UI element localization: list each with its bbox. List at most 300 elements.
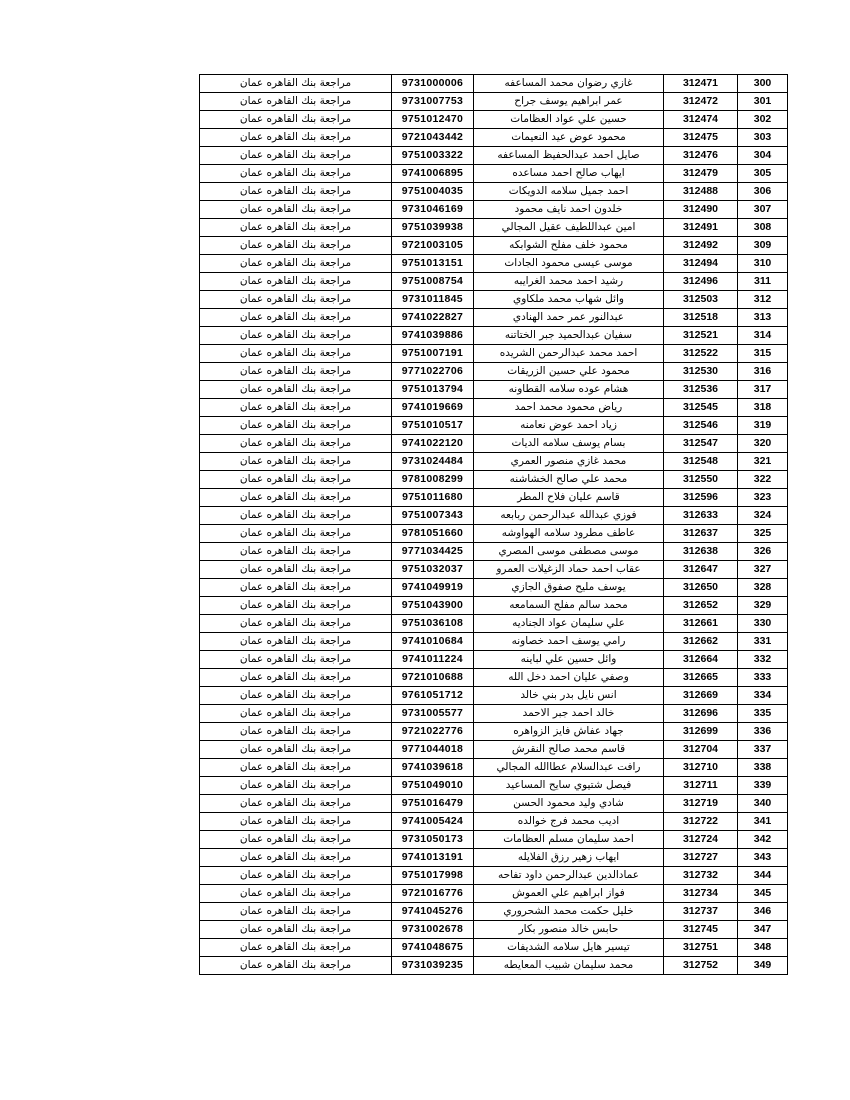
account-number-cell: 9751013151 (392, 255, 474, 273)
account-number-cell: 9741048675 (392, 939, 474, 957)
id-cell: 312491 (664, 219, 738, 237)
note-cell: مراجعة بنك القاهره عمان (200, 435, 392, 453)
name-cell: رافت عبدالسلام عطاالله المجالي (474, 759, 664, 777)
name-cell: محمد غازي منصور العمري (474, 453, 664, 471)
name-cell: محمد سالم مفلح السمامعه (474, 597, 664, 615)
id-cell: 312652 (664, 597, 738, 615)
id-cell: 312479 (664, 165, 738, 183)
note-cell: مراجعة بنك القاهره عمان (200, 183, 392, 201)
table-row (200, 903, 788, 921)
row-number-cell: 310 (738, 255, 788, 273)
row-number-cell: 319 (738, 417, 788, 435)
account-number-cell: 9771044018 (392, 741, 474, 759)
account-number-cell: 9771022706 (392, 363, 474, 381)
id-cell: 312496 (664, 273, 738, 291)
row-number-cell: 312 (738, 291, 788, 309)
id-cell: 312751 (664, 939, 738, 957)
account-number-cell: 9751012470 (392, 111, 474, 129)
id-cell: 312704 (664, 741, 738, 759)
name-cell: محمد علي صالح الخشاشنه (474, 471, 664, 489)
id-cell: 312550 (664, 471, 738, 489)
table-row (200, 867, 788, 885)
id-cell: 312669 (664, 687, 738, 705)
id-cell: 312490 (664, 201, 738, 219)
note-cell: مراجعة بنك القاهره عمان (200, 633, 392, 651)
id-cell: 312494 (664, 255, 738, 273)
account-number-cell: 9731005577 (392, 705, 474, 723)
row-number-cell: 307 (738, 201, 788, 219)
note-cell: مراجعة بنك القاهره عمان (200, 147, 392, 165)
row-number-cell: 316 (738, 363, 788, 381)
table-row (200, 741, 788, 759)
account-number-cell: 9751016479 (392, 795, 474, 813)
id-cell: 312472 (664, 93, 738, 111)
table-row (200, 219, 788, 237)
note-cell: مراجعة بنك القاهره عمان (200, 777, 392, 795)
id-cell: 312548 (664, 453, 738, 471)
table-row (200, 957, 788, 975)
account-number-cell: 9781008299 (392, 471, 474, 489)
name-cell: صايل احمد عبدالحفيظ المساعفه (474, 147, 664, 165)
id-cell: 312745 (664, 921, 738, 939)
row-number-cell: 341 (738, 813, 788, 831)
account-number-cell: 9751017998 (392, 867, 474, 885)
row-number-cell: 317 (738, 381, 788, 399)
name-cell: محمد سليمان شبيب المعايطه (474, 957, 664, 975)
note-cell: مراجعة بنك القاهره عمان (200, 453, 392, 471)
note-cell: مراجعة بنك القاهره عمان (200, 291, 392, 309)
row-number-cell: 349 (738, 957, 788, 975)
id-cell: 312732 (664, 867, 738, 885)
row-number-cell: 318 (738, 399, 788, 417)
table-row (200, 255, 788, 273)
table-row (200, 381, 788, 399)
account-number-cell: 9721043442 (392, 129, 474, 147)
table-row (200, 327, 788, 345)
table-row (200, 813, 788, 831)
account-number-cell: 9741039886 (392, 327, 474, 345)
table-row (200, 111, 788, 129)
name-cell: احمد سليمان مسلم العظامات (474, 831, 664, 849)
table-row (200, 435, 788, 453)
name-cell: محمود خلف مفلح الشوابكه (474, 237, 664, 255)
name-cell: امين عبداللطيف عقيل المجالي (474, 219, 664, 237)
table-row (200, 633, 788, 651)
row-number-cell: 336 (738, 723, 788, 741)
records-table-body (200, 75, 788, 975)
table-row (200, 309, 788, 327)
id-cell: 312699 (664, 723, 738, 741)
row-number-cell: 302 (738, 111, 788, 129)
account-number-cell: 9751010517 (392, 417, 474, 435)
name-cell: اديب محمد فرج خوالده (474, 813, 664, 831)
table-row (200, 273, 788, 291)
name-cell: شادي وليد محمود الحسن (474, 795, 664, 813)
table-row (200, 93, 788, 111)
id-cell: 312724 (664, 831, 738, 849)
note-cell: مراجعة بنك القاهره عمان (200, 795, 392, 813)
name-cell: رامي يوسف احمد خصاونه (474, 633, 664, 651)
table-row (200, 777, 788, 795)
id-cell: 312488 (664, 183, 738, 201)
id-cell: 312471 (664, 75, 738, 93)
note-cell: مراجعة بنك القاهره عمان (200, 741, 392, 759)
note-cell: مراجعة بنك القاهره عمان (200, 651, 392, 669)
note-cell: مراجعة بنك القاهره عمان (200, 219, 392, 237)
name-cell: محمود عوض عيد النعيمات (474, 129, 664, 147)
id-cell: 312661 (664, 615, 738, 633)
name-cell: ايهاب زهير رزق الفلايله (474, 849, 664, 867)
table-row (200, 759, 788, 777)
note-cell: مراجعة بنك القاهره عمان (200, 957, 392, 975)
row-number-cell: 309 (738, 237, 788, 255)
account-number-cell: 9781051660 (392, 525, 474, 543)
name-cell: رشيد احمد محمد الغرايبه (474, 273, 664, 291)
account-number-cell: 9741005424 (392, 813, 474, 831)
note-cell: مراجعة بنك القاهره عمان (200, 165, 392, 183)
row-number-cell: 346 (738, 903, 788, 921)
id-cell: 312647 (664, 561, 738, 579)
note-cell: مراجعة بنك القاهره عمان (200, 273, 392, 291)
name-cell: جهاد عفاش فايز الزواهره (474, 723, 664, 741)
name-cell: حابس خالد منصور بكار (474, 921, 664, 939)
id-cell: 312518 (664, 309, 738, 327)
note-cell: مراجعة بنك القاهره عمان (200, 507, 392, 525)
table-row (200, 471, 788, 489)
note-cell: مراجعة بنك القاهره عمان (200, 759, 392, 777)
id-cell: 312521 (664, 327, 738, 345)
note-cell: مراجعة بنك القاهره عمان (200, 93, 392, 111)
table-row (200, 705, 788, 723)
note-cell: مراجعة بنك القاهره عمان (200, 615, 392, 633)
table-row (200, 921, 788, 939)
note-cell: مراجعة بنك القاهره عمان (200, 255, 392, 273)
id-cell: 312722 (664, 813, 738, 831)
table-row (200, 525, 788, 543)
row-number-cell: 335 (738, 705, 788, 723)
account-number-cell: 9731046169 (392, 201, 474, 219)
row-number-cell: 339 (738, 777, 788, 795)
table-row (200, 885, 788, 903)
name-cell: عبدالنور عمر حمد الهنادي (474, 309, 664, 327)
table-row (200, 237, 788, 255)
name-cell: محمود علي حسين الزريقات (474, 363, 664, 381)
note-cell: مراجعة بنك القاهره عمان (200, 939, 392, 957)
table-row (200, 399, 788, 417)
name-cell: عقاب احمد حماد الزغيلات العمرو (474, 561, 664, 579)
table-row (200, 453, 788, 471)
name-cell: وائل شهاب محمد ملكاوي (474, 291, 664, 309)
name-cell: يوسف مليح صفوق الجازي (474, 579, 664, 597)
account-number-cell: 9771034425 (392, 543, 474, 561)
name-cell: وصفي عليان احمد دخل الله (474, 669, 664, 687)
name-cell: ايهاب صالح احمد مساعده (474, 165, 664, 183)
row-number-cell: 329 (738, 597, 788, 615)
table-row (200, 291, 788, 309)
row-number-cell: 324 (738, 507, 788, 525)
note-cell: مراجعة بنك القاهره عمان (200, 867, 392, 885)
name-cell: انس نايل بدر بني خالد (474, 687, 664, 705)
account-number-cell: 9741013191 (392, 849, 474, 867)
row-number-cell: 331 (738, 633, 788, 651)
id-cell: 312650 (664, 579, 738, 597)
name-cell: احمد جميل سلامه الدويكات (474, 183, 664, 201)
row-number-cell: 348 (738, 939, 788, 957)
account-number-cell: 9731002678 (392, 921, 474, 939)
note-cell: مراجعة بنك القاهره عمان (200, 723, 392, 741)
row-number-cell: 333 (738, 669, 788, 687)
id-cell: 312710 (664, 759, 738, 777)
table-row (200, 939, 788, 957)
row-number-cell: 314 (738, 327, 788, 345)
id-cell: 312475 (664, 129, 738, 147)
account-number-cell: 9751039938 (392, 219, 474, 237)
row-number-cell: 320 (738, 435, 788, 453)
id-cell: 312476 (664, 147, 738, 165)
account-number-cell: 9751007343 (392, 507, 474, 525)
row-number-cell: 337 (738, 741, 788, 759)
account-number-cell: 9761051712 (392, 687, 474, 705)
note-cell: مراجعة بنك القاهره عمان (200, 309, 392, 327)
row-number-cell: 345 (738, 885, 788, 903)
row-number-cell: 301 (738, 93, 788, 111)
name-cell: عمادالدين عبدالرحمن داود تفاحه (474, 867, 664, 885)
name-cell: وائل حسين علي لباينه (474, 651, 664, 669)
id-cell: 312638 (664, 543, 738, 561)
table-row (200, 129, 788, 147)
table-row (200, 183, 788, 201)
account-number-cell: 9721016776 (392, 885, 474, 903)
note-cell: مراجعة بنك القاهره عمان (200, 921, 392, 939)
id-cell: 312522 (664, 345, 738, 363)
name-cell: بسام يوسف سلامه الديات (474, 435, 664, 453)
row-number-cell: 303 (738, 129, 788, 147)
account-number-cell: 9731000006 (392, 75, 474, 93)
name-cell: قاسم عليان فلاح المطر (474, 489, 664, 507)
row-number-cell: 311 (738, 273, 788, 291)
account-number-cell: 9741049919 (392, 579, 474, 597)
table-row (200, 363, 788, 381)
id-cell: 312711 (664, 777, 738, 795)
id-cell: 312637 (664, 525, 738, 543)
account-number-cell: 9721003105 (392, 237, 474, 255)
table-row (200, 795, 788, 813)
note-cell: مراجعة بنك القاهره عمان (200, 597, 392, 615)
row-number-cell: 325 (738, 525, 788, 543)
row-number-cell: 308 (738, 219, 788, 237)
account-number-cell: 9741045276 (392, 903, 474, 921)
id-cell: 312664 (664, 651, 738, 669)
table-row (200, 75, 788, 93)
row-number-cell: 344 (738, 867, 788, 885)
row-number-cell: 321 (738, 453, 788, 471)
name-cell: موسى مصطفى موسى المصري (474, 543, 664, 561)
account-number-cell: 9721010688 (392, 669, 474, 687)
records-table (199, 74, 788, 975)
id-cell: 312737 (664, 903, 738, 921)
name-cell: خالد احمد جبر الاحمد (474, 705, 664, 723)
account-number-cell: 9741010684 (392, 633, 474, 651)
row-number-cell: 338 (738, 759, 788, 777)
id-cell: 312727 (664, 849, 738, 867)
id-cell: 312530 (664, 363, 738, 381)
note-cell: مراجعة بنك القاهره عمان (200, 489, 392, 507)
account-number-cell: 9751008754 (392, 273, 474, 291)
table-row (200, 147, 788, 165)
name-cell: عمر ابراهيم يوسف جراح (474, 93, 664, 111)
note-cell: مراجعة بنك القاهره عمان (200, 561, 392, 579)
note-cell: مراجعة بنك القاهره عمان (200, 417, 392, 435)
row-number-cell: 315 (738, 345, 788, 363)
table-row (200, 543, 788, 561)
name-cell: عاطف مطرود سلامه الهواوشه (474, 525, 664, 543)
id-cell: 312734 (664, 885, 738, 903)
table-row (200, 201, 788, 219)
name-cell: زياد احمد عوض نعامنه (474, 417, 664, 435)
note-cell: مراجعة بنك القاهره عمان (200, 813, 392, 831)
id-cell: 312719 (664, 795, 738, 813)
id-cell: 312545 (664, 399, 738, 417)
id-cell: 312492 (664, 237, 738, 255)
note-cell: مراجعة بنك القاهره عمان (200, 381, 392, 399)
row-number-cell: 323 (738, 489, 788, 507)
note-cell: مراجعة بنك القاهره عمان (200, 129, 392, 147)
row-number-cell: 322 (738, 471, 788, 489)
table-row (200, 723, 788, 741)
name-cell: حسين علي عواد العظامات (474, 111, 664, 129)
note-cell: مراجعة بنك القاهره عمان (200, 471, 392, 489)
id-cell: 312665 (664, 669, 738, 687)
account-number-cell: 9741039618 (392, 759, 474, 777)
account-number-cell: 9751003322 (392, 147, 474, 165)
name-cell: تيسير هايل سلامه الشديفات (474, 939, 664, 957)
account-number-cell: 9731007753 (392, 93, 474, 111)
row-number-cell: 340 (738, 795, 788, 813)
note-cell: مراجعة بنك القاهره عمان (200, 669, 392, 687)
note-cell: مراجعة بنك القاهره عمان (200, 111, 392, 129)
note-cell: مراجعة بنك القاهره عمان (200, 75, 392, 93)
table-row (200, 849, 788, 867)
row-number-cell: 300 (738, 75, 788, 93)
note-cell: مراجعة بنك القاهره عمان (200, 201, 392, 219)
name-cell: علي سليمان عواد الجناديه (474, 615, 664, 633)
name-cell: احمد محمد عبدالرحمن الشريده (474, 345, 664, 363)
note-cell: مراجعة بنك القاهره عمان (200, 885, 392, 903)
note-cell: مراجعة بنك القاهره عمان (200, 831, 392, 849)
name-cell: خلدون احمد نايف محمود (474, 201, 664, 219)
row-number-cell: 327 (738, 561, 788, 579)
note-cell: مراجعة بنك القاهره عمان (200, 237, 392, 255)
note-cell: مراجعة بنك القاهره عمان (200, 543, 392, 561)
table-row (200, 669, 788, 687)
account-number-cell: 9731024484 (392, 453, 474, 471)
account-number-cell: 9741011224 (392, 651, 474, 669)
note-cell: مراجعة بنك القاهره عمان (200, 849, 392, 867)
table-row (200, 651, 788, 669)
row-number-cell: 332 (738, 651, 788, 669)
account-number-cell: 9751004035 (392, 183, 474, 201)
id-cell: 312474 (664, 111, 738, 129)
row-number-cell: 326 (738, 543, 788, 561)
account-number-cell: 9741022120 (392, 435, 474, 453)
note-cell: مراجعة بنك القاهره عمان (200, 525, 392, 543)
account-number-cell: 9751032037 (392, 561, 474, 579)
id-cell: 312547 (664, 435, 738, 453)
name-cell: موسى عيسى محمود الجادات (474, 255, 664, 273)
table-row (200, 615, 788, 633)
id-cell: 312596 (664, 489, 738, 507)
note-cell: مراجعة بنك القاهره عمان (200, 345, 392, 363)
row-number-cell: 328 (738, 579, 788, 597)
row-number-cell: 306 (738, 183, 788, 201)
id-cell: 312633 (664, 507, 738, 525)
account-number-cell: 9731050173 (392, 831, 474, 849)
row-number-cell: 347 (738, 921, 788, 939)
row-number-cell: 334 (738, 687, 788, 705)
account-number-cell: 9741022827 (392, 309, 474, 327)
account-number-cell: 9751007191 (392, 345, 474, 363)
table-row (200, 345, 788, 363)
table-row (200, 507, 788, 525)
name-cell: خليل حكمت محمد الشحروري (474, 903, 664, 921)
name-cell: هشام عوده سلامه القطاونه (474, 381, 664, 399)
account-number-cell: 9731039235 (392, 957, 474, 975)
name-cell: فواز ابراهيم علي العموش (474, 885, 664, 903)
row-number-cell: 342 (738, 831, 788, 849)
id-cell: 312752 (664, 957, 738, 975)
id-cell: 312696 (664, 705, 738, 723)
name-cell: قاسم محمد صالح النقرش (474, 741, 664, 759)
table-row (200, 597, 788, 615)
account-number-cell: 9731011845 (392, 291, 474, 309)
table-row (200, 417, 788, 435)
table-row (200, 687, 788, 705)
name-cell: سفيان عبدالحميد جبر الختاتنه (474, 327, 664, 345)
name-cell: فوزي عبدالله عبدالرحمن ربابعه (474, 507, 664, 525)
note-cell: مراجعة بنك القاهره عمان (200, 363, 392, 381)
account-number-cell: 9741019669 (392, 399, 474, 417)
account-number-cell: 9751036108 (392, 615, 474, 633)
account-number-cell: 9751043900 (392, 597, 474, 615)
id-cell: 312503 (664, 291, 738, 309)
id-cell: 312662 (664, 633, 738, 651)
note-cell: مراجعة بنك القاهره عمان (200, 399, 392, 417)
note-cell: مراجعة بنك القاهره عمان (200, 579, 392, 597)
table-row (200, 831, 788, 849)
table-row (200, 489, 788, 507)
account-number-cell: 9751049010 (392, 777, 474, 795)
account-number-cell: 9741006895 (392, 165, 474, 183)
account-number-cell: 9751011680 (392, 489, 474, 507)
account-number-cell: 9721022776 (392, 723, 474, 741)
name-cell: رياض محمود محمد احمد (474, 399, 664, 417)
id-cell: 312536 (664, 381, 738, 399)
row-number-cell: 313 (738, 309, 788, 327)
note-cell: مراجعة بنك القاهره عمان (200, 687, 392, 705)
row-number-cell: 305 (738, 165, 788, 183)
row-number-cell: 343 (738, 849, 788, 867)
table-row (200, 579, 788, 597)
table-row (200, 165, 788, 183)
id-cell: 312546 (664, 417, 738, 435)
note-cell: مراجعة بنك القاهره عمان (200, 903, 392, 921)
row-number-cell: 304 (738, 147, 788, 165)
name-cell: فيصل شتيوي سايح المساعيد (474, 777, 664, 795)
account-number-cell: 9751013794 (392, 381, 474, 399)
row-number-cell: 330 (738, 615, 788, 633)
note-cell: مراجعة بنك القاهره عمان (200, 705, 392, 723)
note-cell: مراجعة بنك القاهره عمان (200, 327, 392, 345)
